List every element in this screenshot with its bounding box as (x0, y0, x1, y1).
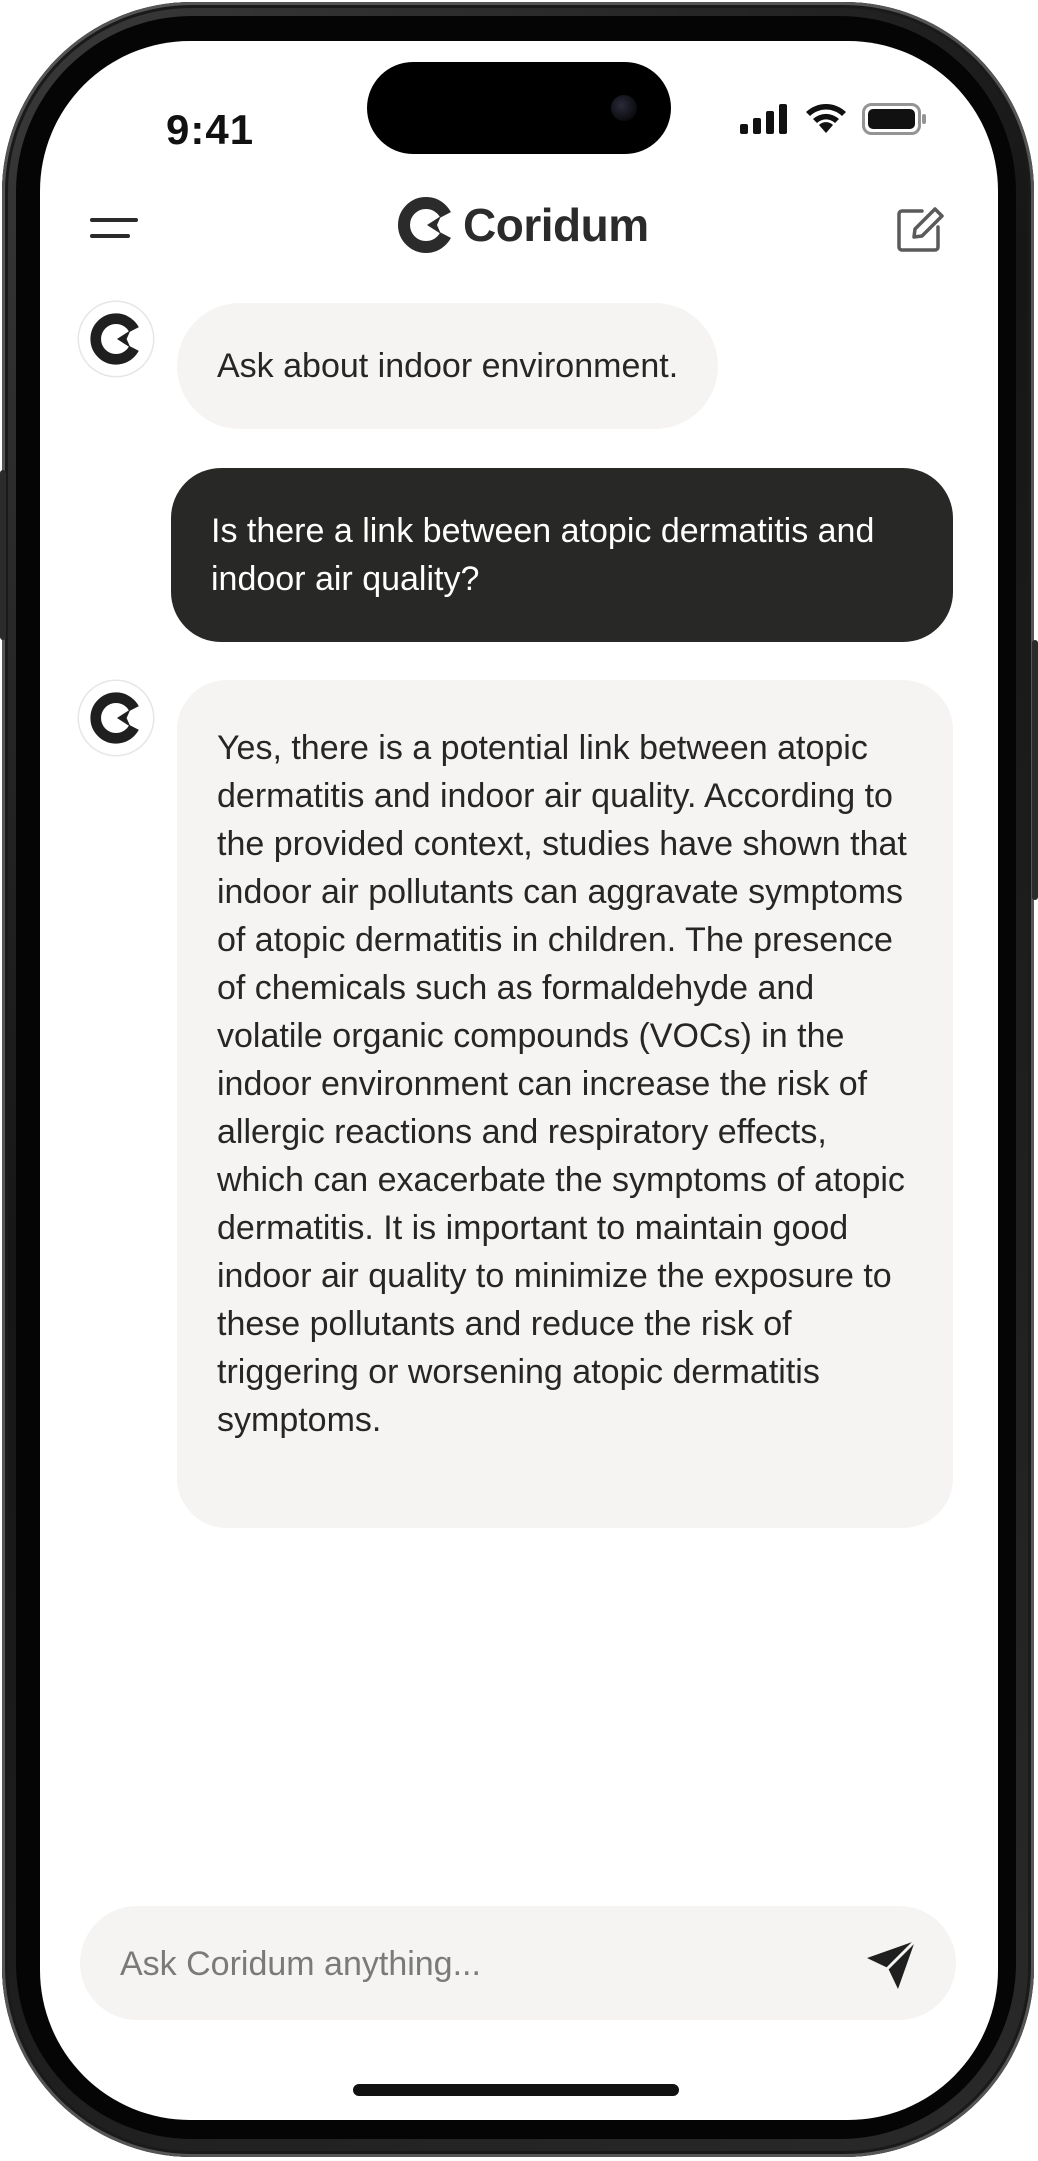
cellular-signal-icon (740, 104, 790, 134)
coridum-logo-icon (88, 690, 144, 746)
status-time: 9:41 (166, 106, 255, 153)
brand-name: Coridum (463, 199, 649, 251)
wifi-icon (804, 103, 848, 135)
brand (397, 196, 649, 254)
app-screen (40, 41, 998, 2120)
user-message (171, 468, 953, 642)
battery-icon (862, 103, 928, 135)
home-indicator (353, 2084, 679, 2096)
send-icon (864, 1938, 918, 1992)
assistant-avatar (79, 302, 153, 376)
side-button (1032, 640, 1038, 900)
dynamic-island (367, 62, 671, 154)
composer (80, 1906, 956, 2020)
message-text: Yes, there is a potential link between atopic dermatitis and indoor air quality. According to the provided context, studies have shown that indoor air pollutants can aggravate symptoms of atopic dermatitis in children. The presence of chemicals such as formaldehyde and volatile organic compounds (VOCs) in the indoor environment can increase the risk of allergic reactions and respiratory effects, which can exacerbate the symptoms of atopic dermatitis. It is important to maintain good indoor air quality to minimize the exposure to these pollutants and reduce the risk of triggering or worsening atopic dermatitis symptoms. (217, 729, 907, 1439)
side-button (0, 470, 6, 640)
message-input[interactable] (118, 1906, 862, 2022)
message-text: Ask about indoor environment. (217, 347, 679, 385)
send-button[interactable] (864, 1938, 918, 1992)
compose-icon[interactable] (892, 201, 948, 257)
assistant-avatar (79, 681, 153, 755)
camera-icon (611, 95, 637, 121)
hamburger-menu-icon[interactable] (90, 213, 140, 243)
coridum-logo-icon (88, 311, 144, 367)
coridum-logo-icon (397, 196, 455, 254)
status-icons (740, 103, 928, 135)
message-text: Is there a link between atopic dermatitis and indoor air quality? (211, 512, 875, 598)
assistant-message (177, 303, 718, 429)
assistant-message (177, 680, 953, 1528)
